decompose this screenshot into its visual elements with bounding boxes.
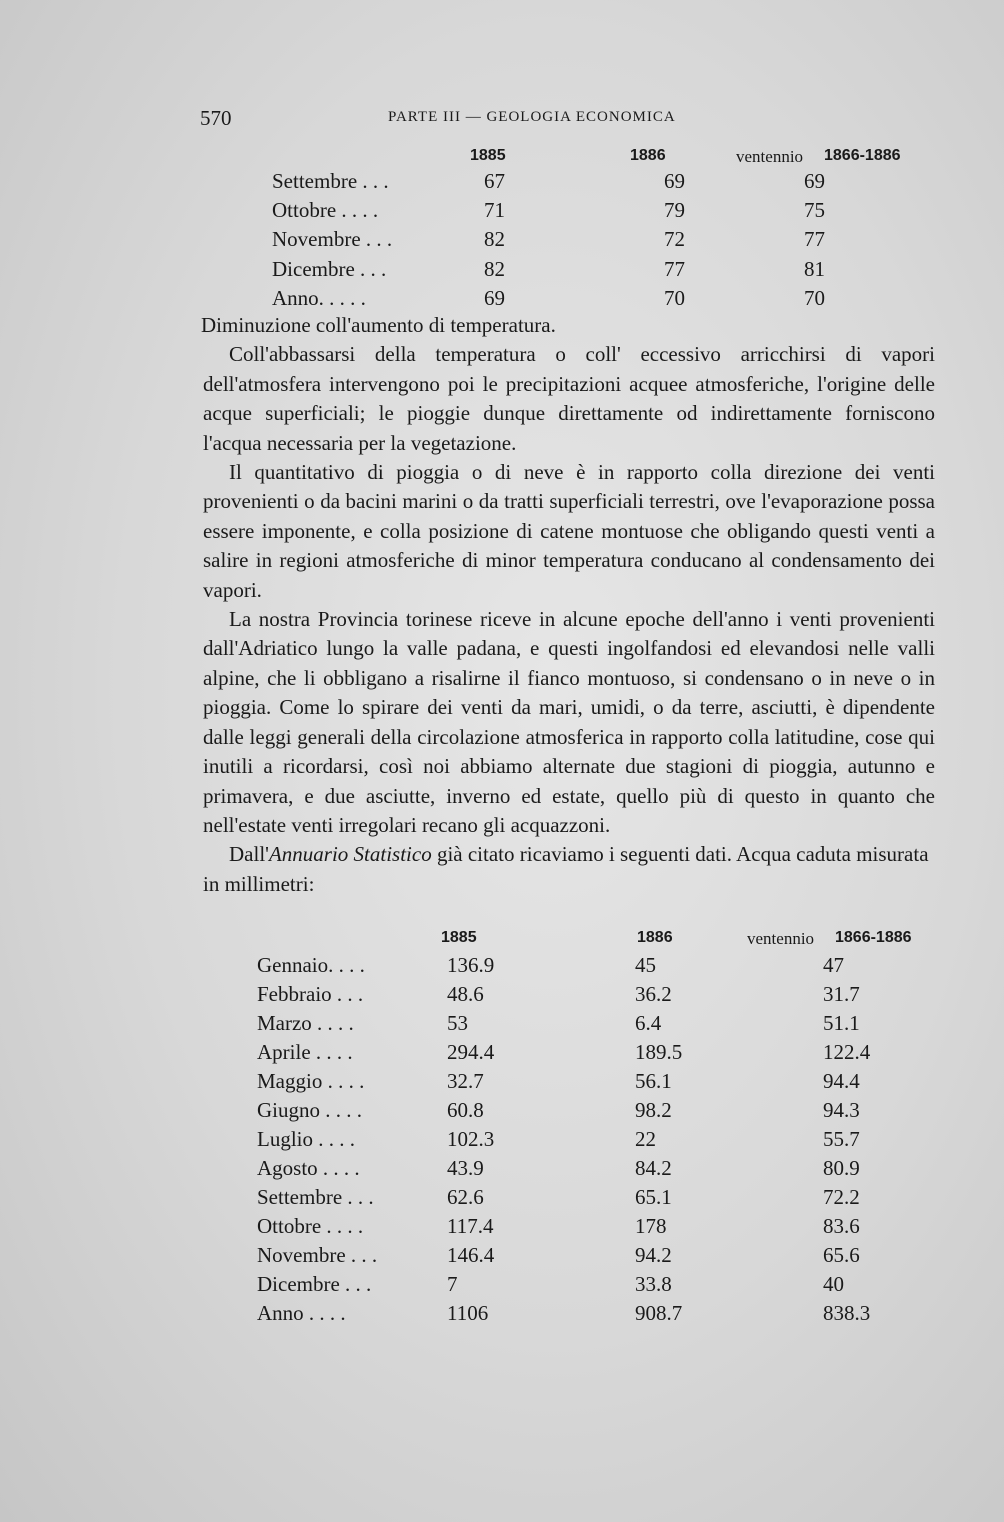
col-1886: 1886 xyxy=(637,929,673,946)
col-1866-1886: 1866-1886 xyxy=(824,147,901,164)
row-label: Settembre . . . xyxy=(257,1185,374,1209)
cell-1886: 94.2 xyxy=(635,1243,672,1267)
row-label: Luglio . . . . xyxy=(257,1127,355,1151)
paragraph-annuario xyxy=(203,840,935,899)
page-header xyxy=(200,106,935,136)
table-row xyxy=(257,1272,957,1301)
paragraph-quantitativo: Il quantitativo di pioggia o di neve è in rapporto colla direzione dei venti provenienti o da bacini marini o da tratti superficiali terrestri, ove l'evaporazione possa essere imponente, e colla posizione di catene montuose che obligando questi venti a salire in regioni atmosferiche di minor temperatura conducano al condensamento dei vapori. xyxy=(203,460,935,602)
cell-ventennio: 51.1 xyxy=(823,1011,860,1035)
cell-1886: 22 xyxy=(635,1127,656,1151)
col-1866-1886: 1866-1886 xyxy=(835,929,912,946)
cell-1886: 6.4 xyxy=(635,1011,662,1035)
cell-ventennio: 55.7 xyxy=(823,1127,860,1151)
body-text xyxy=(203,311,935,899)
paragraph-provincia: La nostra Provincia torinese riceve in alcune epoche dell'anno i venti provenienti dall'Adriatico lungo la valle padana, e questi ingolfandosi ed elevandosi nelle valli alpine, che li obbligano a risalirne il fianco montuoso, si condensano o in neve o in pioggia. Come lo spirare dei venti da mari, umidi, o da terre, asciutti, è dipendente dalle leggi generali della circolazione atmosferica in rapporto colla latitudine, cose qui inutili a ricordarsi, così noi abbiamo alternate due stagioni di pioggia, autunno e primavera, e due asciutte, inverno ed estate, quello più di questo in quanto che nell'estate venti irregolari recano gli acquazzoni. xyxy=(203,607,935,837)
row-label: Marzo . . . . xyxy=(257,1011,354,1035)
table-row xyxy=(272,257,952,286)
cell-1885: 136.9 xyxy=(447,953,495,977)
col-1885: 1885 xyxy=(441,929,477,946)
cell-1885: 67 xyxy=(484,169,505,193)
cell-1886: 56.1 xyxy=(635,1069,672,1093)
table-row xyxy=(257,1301,957,1330)
cell-1885: 146.4 xyxy=(447,1243,495,1267)
cell-ventennio: 94.3 xyxy=(823,1098,860,1122)
cell-1885: 32.7 xyxy=(447,1069,484,1093)
cell-1886: 45 xyxy=(635,953,656,977)
table-row xyxy=(257,1098,957,1127)
cell-1886: 908.7 xyxy=(635,1301,683,1325)
rainfall-table-header xyxy=(257,925,957,953)
annuario-title: Annuario Statistico xyxy=(268,842,432,867)
row-label: Agosto . . . . xyxy=(257,1156,360,1180)
cell-ventennio: 69 xyxy=(804,169,825,193)
col-1886: 1886 xyxy=(630,147,666,164)
cell-1886: 33.8 xyxy=(635,1272,672,1296)
cell-ventennio: 40 xyxy=(823,1272,844,1296)
rainfall-table xyxy=(257,925,957,1330)
row-label: Settembre . . . xyxy=(272,169,389,193)
cell-1886: 69 xyxy=(664,169,685,193)
row-label: Dicembre . . . xyxy=(272,256,387,281)
cell-1885: 82 xyxy=(484,256,505,281)
cell-1885: 62.6 xyxy=(447,1185,484,1209)
cell-ventennio: 47 xyxy=(823,953,844,977)
cell-ventennio: 838.3 xyxy=(823,1301,871,1325)
cell-1885: 71 xyxy=(484,198,505,223)
table-row xyxy=(257,1243,957,1272)
row-label: Anno . . . . xyxy=(257,1301,346,1325)
page-number: 570 xyxy=(200,106,232,130)
cell-1886: 65.1 xyxy=(635,1185,672,1209)
table-row xyxy=(257,1214,957,1243)
cell-1885: 69 xyxy=(484,285,505,310)
cell-ventennio: 72.2 xyxy=(823,1185,860,1209)
humidity-table-header xyxy=(272,143,952,169)
cell-1885: 102.3 xyxy=(447,1127,495,1151)
table-row xyxy=(257,1127,957,1156)
table-row xyxy=(257,1185,957,1214)
running-head: PARTE III — GEOLOGIA ECONOMICA xyxy=(388,109,676,125)
table-row xyxy=(257,1156,957,1185)
table-row xyxy=(257,1069,957,1098)
cell-1885: 117.4 xyxy=(447,1214,494,1238)
cell-1886: 98.2 xyxy=(635,1098,672,1122)
cell-1886: 84.2 xyxy=(635,1156,672,1180)
cell-ventennio: 65.6 xyxy=(823,1243,860,1267)
cell-ventennio: 83.6 xyxy=(823,1214,860,1238)
row-label: Ottobre . . . . xyxy=(272,198,379,223)
cell-1885: 48.6 xyxy=(447,982,484,1006)
cell-1886: 189.5 xyxy=(635,1040,683,1064)
table-row xyxy=(257,953,957,982)
row-label: Gennaio. . . . xyxy=(257,953,365,977)
table-row xyxy=(272,227,952,256)
cell-ventennio: 122.4 xyxy=(823,1040,871,1064)
cell-1886: 72 xyxy=(664,227,685,252)
cell-1886: 79 xyxy=(664,198,685,223)
table-row xyxy=(257,982,957,1011)
table-row xyxy=(257,1040,957,1069)
cell-ventennio: 94.4 xyxy=(823,1069,860,1093)
cell-ventennio: 75 xyxy=(804,198,825,223)
row-label: Febbraio . . . xyxy=(257,982,364,1006)
table-row xyxy=(272,169,952,198)
row-label: Giugno . . . . xyxy=(257,1098,362,1122)
annuario-suffix: già citato ricaviamo i seguenti dati. Acqua caduta misurata in millimetri: xyxy=(203,842,929,896)
annuario-prefix: Dall' xyxy=(229,842,269,867)
cell-1886: 70 xyxy=(664,285,685,310)
humidity-table xyxy=(272,143,952,315)
cell-ventennio: 77 xyxy=(804,227,825,252)
cell-1886: 178 xyxy=(635,1214,667,1238)
paragraph-precipitazioni: Coll'abbassarsi della temperatura o coll' eccessivo arricchirsi di vapori dell'atmosfera intervengono poi le precipitazioni acquee atmosferiche, l'origine delle acque superficiali; le pioggie dunque direttamente od indirettamente forniscono l'acqua necessaria per la vegetazione. xyxy=(203,342,935,455)
cell-1885: 1106 xyxy=(447,1301,489,1325)
row-label: Dicembre . . . xyxy=(257,1272,372,1296)
cell-1885: 7 xyxy=(447,1272,458,1296)
row-label: Aprile . . . . xyxy=(257,1040,353,1064)
row-label: Ottobre . . . . xyxy=(257,1214,364,1238)
cell-1886: 77 xyxy=(664,256,685,281)
cell-1885: 82 xyxy=(484,227,505,252)
cell-1885: 294.4 xyxy=(447,1040,495,1064)
row-label: Novembre . . . xyxy=(257,1243,378,1267)
cell-1885: 53 xyxy=(447,1011,468,1035)
cell-1885: 43.9 xyxy=(447,1156,484,1180)
cell-ventennio: 81 xyxy=(804,256,825,281)
cell-ventennio: 70 xyxy=(804,285,825,310)
row-label: Anno. . . . . xyxy=(272,285,366,310)
cell-1885: 60.8 xyxy=(447,1098,484,1122)
paragraph-diminuzione: Diminuzione coll'aumento di temperatura. xyxy=(201,313,556,337)
row-label: Novembre . . . xyxy=(272,227,393,252)
col-1885: 1885 xyxy=(470,147,506,164)
col-ventennio: ventennio xyxy=(747,929,815,948)
cell-ventennio: 80.9 xyxy=(823,1156,860,1180)
table-row xyxy=(272,198,952,227)
cell-ventennio: 31.7 xyxy=(823,982,860,1006)
cell-1886: 36.2 xyxy=(635,982,672,1006)
table-row xyxy=(257,1011,957,1040)
col-ventennio: ventennio xyxy=(736,147,804,166)
row-label: Maggio . . . . xyxy=(257,1069,365,1093)
